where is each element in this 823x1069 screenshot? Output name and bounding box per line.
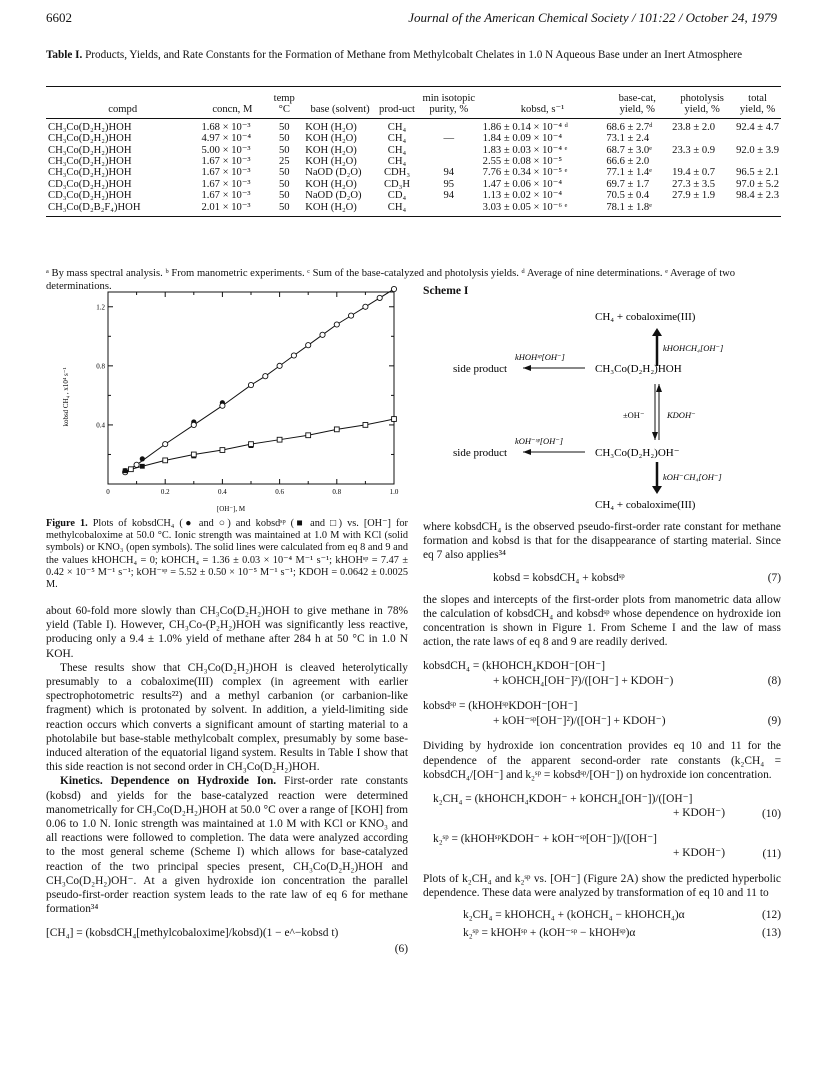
x-axis-label: [OH⁻], M <box>216 505 246 513</box>
data-point-open-circle <box>320 332 325 337</box>
cell-compd: CH₃Co(D₂B₂F₄)HOH <box>48 201 141 213</box>
figure-caption-label: Figure 1. <box>46 518 88 529</box>
cell-product: CDH₃ <box>383 167 411 179</box>
cell-compd: CH₃Co(D₂H₂)HOH <box>48 133 132 145</box>
data-point-open-square <box>363 423 368 428</box>
cell-photolysis <box>670 133 734 144</box>
equation-9 <box>423 699 781 729</box>
y-tick-label: 1.2 <box>96 303 105 312</box>
cell-kobsd: 3.03 ± 0.05 × 10⁻⁶ ᵉ <box>482 201 568 213</box>
cell-product: CD₄ <box>387 190 407 202</box>
cell-concn: 1.67 × 10⁻³ <box>201 178 251 190</box>
cell-basecat: 73.1 ± 2.4 <box>606 133 650 145</box>
cell-total: 92.4 ± 4.7 <box>736 121 779 133</box>
equation-11-number: (11) <box>762 848 781 861</box>
cell-kobsd: 1.13 ± 0.02 × 10⁻⁴ <box>482 190 563 202</box>
data-point-open-square <box>163 458 168 463</box>
cell-base: KOH (H₂O) <box>305 201 357 213</box>
th-product: prod-uct <box>377 87 417 119</box>
kinetics-text: First-order rate constants (kobsd) and yields for the base-catalyzed reaction were determined manometrically for CH₃Co(D₂H₂)HOH at 50.0 °C over a range of [KOH] from 0.06 to 1.0 N. Ionic strength was maintained at 1.0 M with KCl or KNO₃ and all reactions were followed to completion. The data were analyzed according to the most general scheme (Scheme I) which allows for base-catalyzed reaction of the two principal species present, CH₃Co(D₂H₂)HOH and CH₃Co(D₂H₂)OH⁻. At a given hydroxide ion concentration the parallel pseudo-first-order reaction system leads to the rate law of eq 6 for methane formation³⁴ <box>46 775 408 916</box>
data-point-open-square <box>191 452 196 457</box>
cell-basecat: 69.7 ± 1.7 <box>606 178 650 190</box>
equation-9-line-1: kobsdˢᵖ = (kHOHˢᵖKDOH⁻[OH⁻] <box>423 700 578 713</box>
cell-isotopic <box>417 156 481 167</box>
cell-total: 92.0 ± 3.9 <box>736 144 779 156</box>
th-temp: temp °C <box>265 87 303 119</box>
cell-concn: 4.97 × 10⁻⁴ <box>201 133 252 145</box>
right-paragraph-3: Dividing by hydroxide ion concentration provides eq 10 and 11 for the dependence of the apparent second-order rate constants (k₂CH₄ = kobsdCH₄/[OH⁻] and k₂ˢᵖ = kobsdˢᵖ/[OH⁻]) on hydroxide ion concentration. <box>423 740 781 781</box>
right-paragraph-1: where kobsdCH₄ is the observed pseudo-first-order rate constant for methane formation and kobsd is that for the disappearance of starting material. Since eq 7 also applies³⁴ <box>423 521 781 562</box>
table-row <box>46 133 781 144</box>
data-point-open-circle <box>291 353 296 358</box>
data-point-open-square <box>306 433 311 438</box>
cell-photolysis: 27.9 ± 1.9 <box>672 190 716 202</box>
data-point-open-circle <box>334 322 339 327</box>
x-tick-label: 1.0 <box>389 488 399 496</box>
cell-kobsd: 1.83 ± 0.03 × 10⁻⁴ ᵉ <box>482 144 568 156</box>
cell-kobsd: 1.86 ± 0.14 × 10⁻⁴ ᵈ <box>482 121 568 133</box>
cell-concn: 2.01 × 10⁻³ <box>201 201 251 213</box>
results-table <box>46 86 781 217</box>
cell-kobsd: 1.47 ± 0.06 × 10⁻⁴ <box>482 178 563 190</box>
kinetics-heading: Kinetics. Dependence on Hydroxide Ion. <box>60 775 277 788</box>
cell-temp: 50 <box>278 178 290 190</box>
table-caption-label: Table I. <box>46 49 83 61</box>
cell-total: 96.5 ± 2.1 <box>736 167 779 179</box>
left-paragraph-2: These results show that CH₃Co(D₂H₂)HOH is cleaved heterolytically presumably to a cobaloxime(III) complex (in agreement with earlier spectrophotometric results²²) and a methyl carbanion (or carbanion-like fragment) which is protonated by solvent. In addition, a yield-limiting side reaction occurs which converts a significant amount of starting material to a photolabile but base-stable methylcobalt complex, presumably by some base-induced alteration of the equatorial ligand system. Results in Table I show that this side reaction is not second order in CH₃Co(D₂H₂)HOH. <box>46 661 408 774</box>
scheme-k4: kOH⁻CH₄[OH⁻] <box>663 472 722 482</box>
x-tick-label: 0.8 <box>332 488 342 496</box>
cell-temp: 50 <box>278 121 290 133</box>
cell-photolysis: 27.3 ± 3.5 <box>672 178 716 190</box>
cell-total: 97.0 ± 5.2 <box>736 178 779 190</box>
equation-11-line-1: k₂ˢᵖ = (kHOHˢᵖKDOH⁻ + kOH⁻ˢᵖ[OH⁻])/([OH⁻] <box>433 833 657 846</box>
cell-isotopic: 95 <box>443 178 455 190</box>
cell-total <box>734 156 781 167</box>
data-point-open-circle <box>248 382 253 387</box>
right-paragraph-4: Plots of k₂CH₄ and k₂ˢᵖ vs. [OH⁻] (Figure 2A) show the predicted hyperbolic dependence. These data were analyzed by transformation of eq 10 and 11 to <box>423 873 781 900</box>
cell-product: CD₃H <box>383 178 411 190</box>
equation-10-line-1: k₂CH₄ = (kHOHCH₄KDOH⁻ + kOHCH₄[OH⁻])/([OH⁻] <box>433 793 693 806</box>
cell-kobsd: 1.84 ± 0.09 × 10⁻⁴ <box>482 133 563 145</box>
cell-total <box>734 202 781 217</box>
data-point-open-square <box>392 417 397 422</box>
left-paragraph-1: about 60-fold more slowly than CH₃Co(D₂H₂)HOH to give methane in 78% yield (Table I). However, CH₃Co-(P₂H₂)HOH was significantly less reactive, producing only a 9.4 ± 1.0% yield of methane after 284 h at 50 °C in 1.0 N KOH. <box>46 605 408 660</box>
cell-product: CH₄ <box>387 201 407 213</box>
journal-header: Journal of the American Chemical Society / 101:22 / October 24, 1979 <box>408 10 777 25</box>
scheme-top-products: CH₄ + cobaloxime(III) <box>595 311 696 323</box>
y-tick-label: 0.8 <box>96 362 105 371</box>
th-base: base (solvent) <box>303 87 377 119</box>
equation-8-line-2: + kOHCH₄[OH⁻]²)/([OH⁻] + KDOH⁻) <box>493 674 674 687</box>
cell-basecat: 68.6 ± 2.7ᵈ <box>606 121 653 133</box>
cell-photolysis: 19.4 ± 0.7 <box>672 167 716 179</box>
equation-8-line-1: kobsdCH₄ = (kHOHCH₄KDOH⁻[OH⁻] <box>423 660 606 673</box>
cell-basecat: 70.5 ± 0.4 <box>606 190 650 202</box>
equation-7 <box>493 571 781 585</box>
cell-basecat: 77.1 ± 1.4ᵉ <box>606 167 652 179</box>
equation-9-line-2: + kOH⁻ˢᵖ[OH⁻]²)/([OH⁻] + KDOH⁻) <box>493 714 666 727</box>
cell-photolysis <box>670 156 734 167</box>
data-point-open-circle <box>191 422 196 427</box>
equation-13 <box>463 926 781 940</box>
equation-12 <box>463 908 781 922</box>
data-point-open-square <box>128 467 133 472</box>
scheme-bottom-products: CH₄ + cobaloxime(III) <box>595 499 696 511</box>
equation-9-number: (9) <box>767 715 781 728</box>
cell-photolysis: 23.8 ± 2.0 <box>672 121 716 133</box>
equation-11-line-2: + KDOH⁻) <box>673 847 725 860</box>
scheme-species-2: CH₃Co(D₂H₂)OH⁻ <box>595 447 680 459</box>
data-point-filled-square <box>123 468 128 473</box>
figure-1-plot <box>46 282 408 514</box>
equation-6-body: [CH₄] = (kobsdCH₄[methylcobaloxime]/kobsd)(1 − e^−kobsd t) <box>46 927 339 940</box>
data-point-open-circle <box>391 286 396 291</box>
table-row <box>46 156 781 167</box>
fit-line-side-product <box>131 419 394 469</box>
th-total: total yield, % <box>734 87 781 119</box>
cell-temp: 50 <box>278 133 290 145</box>
data-point-open-square <box>334 427 339 432</box>
equation-6-number: (6) <box>394 943 408 956</box>
table-caption <box>46 48 781 62</box>
equation-7-number: (7) <box>767 571 781 584</box>
table-caption-text: Products, Yields, and Rate Constants for the Formation of Methane from Methylcobalt Chelates in 1.0 N Aqueous Base under an Inert Atmosphere <box>85 49 743 61</box>
data-point-open-circle <box>134 462 139 467</box>
cell-base: KOH (H₂O) <box>305 156 357 168</box>
scheme-eq-left: ±OH⁻ <box>623 410 645 420</box>
cell-basecat: 68.7 ± 3.0ᵉ <box>606 144 652 156</box>
table-row <box>46 190 781 201</box>
scheme-side-product-2: side product <box>453 447 508 459</box>
equation-8-number: (8) <box>767 675 781 688</box>
equation-13-number: (13) <box>762 927 781 940</box>
figure-caption-text: Plots of kobsdCH₄ (● and ○) and kobsdˢᵖ (■ and □) vs. [OH⁻] for methylcobaloxime at 50.0 °C. Ionic strength was maintained at 1.0 M with KCl (solid symbols) or KNO₃ (open symbols). The solid lines were calculated from eq 8 and 9 and the values kHOHCH₄ = 0; kOHCH₄ = 1.36 ± 0.03 × 10⁻⁴ M⁻¹ s⁻¹; kHOHˢᵖ = 7.47 ± 0.42 × 10⁻⁵ M⁻¹ s⁻¹; kOH⁻ˢᵖ = 5.52 ± 0.50 × 10⁻⁵ M⁻¹ s⁻¹; KDOH = 0.0642 ± 0.0025 M. <box>46 518 408 591</box>
cell-total <box>734 133 781 144</box>
left-column <box>46 604 408 956</box>
cell-product: CH₄ <box>387 144 407 156</box>
table-footnotes: ᵃ By mass spectral analysis. ᵇ From manometric experiments. ᶜ Sum of the base-catalyzed and photolysis yields. ᵈ Average of nine determinations. ᵉ Average of two determinations. <box>46 268 736 292</box>
cell-concn: 1.67 × 10⁻³ <box>201 156 251 168</box>
cell-concn: 5.00 × 10⁻³ <box>201 144 251 156</box>
x-tick-label: 0 <box>106 488 110 496</box>
equation-12-body: k₂CH₄ = kHOHCH₄ + (kOHCH₄ − kHOHCH₄)α <box>463 909 685 922</box>
scheme-eq-right: KDOH⁻ <box>667 410 696 420</box>
cell-compd: CH₃Co(D₂H₂)HOH <box>48 156 132 168</box>
equation-10 <box>423 792 781 822</box>
data-point-open-circle <box>306 343 311 348</box>
th-basecat: base-cat, yield, % <box>604 87 670 119</box>
equation-8 <box>423 659 781 689</box>
th-isotopic: min isotopic purity, % <box>417 87 481 119</box>
scheme-side-product-1: side product <box>453 363 508 375</box>
cell-product: CH₄ <box>387 121 407 133</box>
cell-compd: CD₃Co(D₂H₂)HOH <box>48 178 132 190</box>
cell-isotopic <box>417 202 481 217</box>
th-kobsd: kobsd, s⁻¹ <box>481 87 605 119</box>
table-row <box>46 118 781 133</box>
left-paragraph-3 <box>46 774 408 916</box>
cell-isotopic <box>417 145 481 156</box>
cell-compd: CH₃Co(D₂H₂)HOH <box>48 144 132 156</box>
data-point-open-circle <box>363 304 368 309</box>
scheme-1 <box>423 298 781 512</box>
cell-isotopic <box>417 118 481 133</box>
cell-temp: 25 <box>278 156 290 168</box>
data-point-open-square <box>220 448 225 453</box>
x-tick-label: 0.6 <box>275 488 284 496</box>
cell-temp: 50 <box>278 144 290 156</box>
right-column <box>423 520 781 940</box>
right-paragraph-2: the slopes and intercepts of the first-order plots from manometric data allow the calculation of kobsdCH₄ and kobsdˢᵖ whose dependence on hydroxide ion concentration is shown in Figure 1. From Scheme I and the law of mass action, the rate laws of eq 8 and 9 are readily derived. <box>423 593 781 649</box>
data-point-filled-square <box>140 464 145 469</box>
cell-base: KOH (H₂O) <box>305 133 357 145</box>
cell-base: KOH (H₂O) <box>305 144 357 156</box>
data-point-open-circle <box>349 313 354 318</box>
cell-temp: 50 <box>278 201 290 213</box>
cell-isotopic: 94 <box>443 190 455 202</box>
data-point-open-square <box>277 437 282 442</box>
data-point-filled-circle <box>140 456 145 461</box>
table-row <box>46 145 781 156</box>
scheme-k2: kHOHˢᵖ[OH⁻] <box>515 352 565 362</box>
page-number: 6602 <box>46 10 72 25</box>
th-photolysis: photolysis yield, % <box>670 87 734 119</box>
cell-product: CH₄ <box>387 156 407 168</box>
cell-compd: CH₃Co(D₂H₂)HOH <box>48 167 132 179</box>
cell-concn: 1.67 × 10⁻³ <box>201 190 251 202</box>
th-concn: concn, M <box>199 87 265 119</box>
cell-photolysis <box>670 202 734 217</box>
cell-compd: CD₃Co(D₂H₂)HOH <box>48 190 132 202</box>
th-compd: compd <box>46 87 199 119</box>
cell-concn: 1.67 × 10⁻³ <box>201 167 251 179</box>
cell-isotopic: — <box>443 133 455 145</box>
equation-11 <box>423 832 781 862</box>
scheme-species-1: CH₃Co(D₂H₂)HOH <box>595 363 682 375</box>
cell-temp: 50 <box>278 167 290 179</box>
cell-kobsd: 7.76 ± 0.34 × 10⁻⁵ ᵉ <box>482 167 568 179</box>
x-tick-label: 0.2 <box>160 488 170 496</box>
table-row <box>46 167 781 178</box>
scheme-k1: kHOHCH₄[OH⁻] <box>663 343 724 353</box>
cell-basecat: 78.1 ± 1.8ᵉ <box>606 201 652 213</box>
scheme-k3: kOH⁻ˢᵖ[OH⁻] <box>515 436 564 446</box>
data-point-open-circle <box>220 403 225 408</box>
cell-base: NaOD (D₂O) <box>305 190 362 202</box>
equation-13-body: k₂ˢᵖ = kHOHˢᵖ + (kOH⁻ˢᵖ − kHOHˢᵖ)α <box>463 927 636 940</box>
cell-product: CH₄ <box>387 133 407 145</box>
y-tick-label: 0.4 <box>96 421 105 430</box>
cell-compd: CH₃Co(D₂H₂)HOH <box>48 121 132 133</box>
equation-12-number: (12) <box>762 909 781 922</box>
cell-kobsd: 2.55 ± 0.08 × 10⁻⁵ <box>482 156 563 168</box>
cell-photolysis: 23.3 ± 0.9 <box>672 144 716 156</box>
cell-base: KOH (H₂O) <box>305 121 357 133</box>
equation-7-body: kobsd = kobsdCH₄ + kobsdˢᵖ <box>493 571 625 584</box>
cell-total: 98.4 ± 2.3 <box>736 190 779 202</box>
scheme-title: Scheme I <box>423 284 469 297</box>
equation-6 <box>46 926 408 956</box>
table-row <box>46 179 781 190</box>
cell-basecat: 66.6 ± 2.0 <box>606 156 650 168</box>
equation-10-number: (10) <box>762 808 781 821</box>
data-point-open-circle <box>163 442 168 447</box>
x-tick-label: 0.4 <box>218 488 227 496</box>
cell-temp: 50 <box>278 190 290 202</box>
data-point-open-circle <box>263 374 268 379</box>
y-axis-label: kobsd CH₄ , x10⁴ s⁻¹ <box>62 367 70 427</box>
cell-isotopic: 94 <box>443 167 455 179</box>
figure-1-caption <box>46 518 408 591</box>
cell-base: NaOD (D₂O) <box>305 167 362 179</box>
data-point-open-square <box>249 442 254 447</box>
data-point-open-circle <box>277 363 282 368</box>
table-row <box>46 202 781 217</box>
cell-concn: 1.68 × 10⁻³ <box>201 121 251 133</box>
cell-base: KOH (H₂O) <box>305 178 357 190</box>
equation-10-line-2: + KDOH⁻) <box>673 807 725 820</box>
data-point-open-circle <box>377 295 382 300</box>
